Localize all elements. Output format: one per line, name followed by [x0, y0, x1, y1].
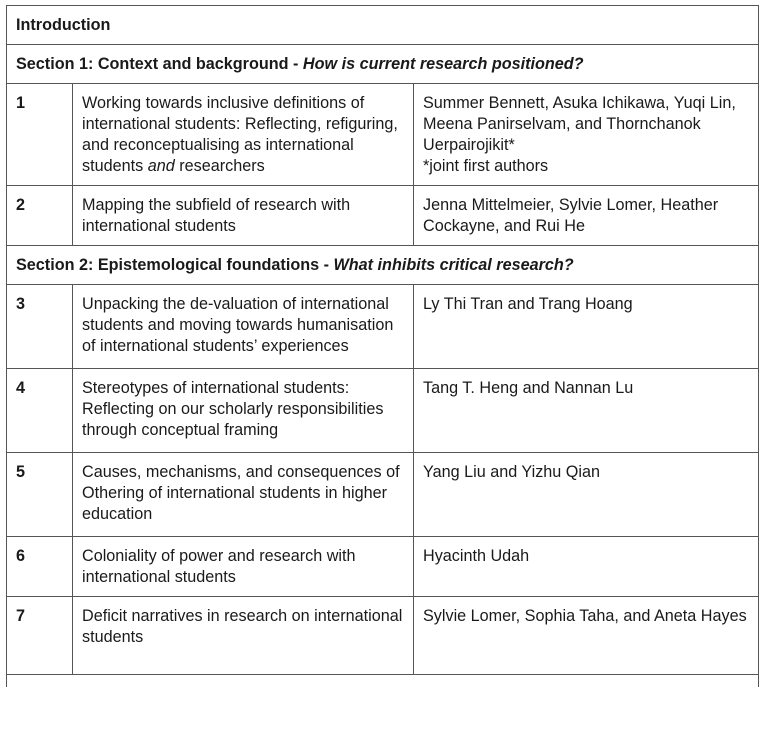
section-question: What inhibits critical research?	[333, 256, 574, 274]
chapter-row	[7, 186, 759, 246]
section-heading	[7, 246, 759, 285]
chapter-authors: Yang Liu and Yizhu Qian	[414, 453, 759, 537]
trailing-cell	[7, 675, 759, 687]
chapter-authors: Sylvie Lomer, Sophia Taha, and Aneta Hayes	[414, 597, 759, 675]
introduction-heading: Introduction	[7, 6, 759, 45]
section-title: Section 2: Epistemological foundations	[16, 256, 320, 274]
chapter-authors: Ly Thi Tran and Trang Hoang	[414, 285, 759, 369]
chapter-number: 5	[7, 453, 73, 537]
chapter-title: Unpacking the de-valuation of international students and moving towards humanisation of international students’ experiences	[73, 285, 414, 369]
chapter-authors: Hyacinth Udah	[414, 537, 759, 597]
trailing-row	[7, 675, 759, 687]
section-heading	[7, 45, 759, 84]
chapter-row	[7, 84, 759, 186]
section-header-row	[7, 45, 759, 84]
section-separator: -	[319, 256, 334, 274]
chapter-title-emphasis: and	[147, 157, 175, 175]
chapter-row	[7, 537, 759, 597]
chapter-title: Working towards inclusive definitions of international students: Reflecting, refiguring, and reconceptualising as international students and researchers	[73, 84, 414, 186]
chapter-number: 6	[7, 537, 73, 597]
chapter-authors: Summer Bennett, Asuka Ichikawa, Yuqi Lin, Meena Panirselvam, and Thornchanok Uerpairojikit* *joint first authors	[414, 84, 759, 186]
chapter-row	[7, 453, 759, 537]
chapter-number: 2	[7, 186, 73, 246]
introduction-row	[7, 6, 759, 45]
chapter-title: Mapping the subfield of research with international students	[73, 186, 414, 246]
chapter-row	[7, 285, 759, 369]
chapter-authors: Tang T. Heng and Nannan Lu	[414, 369, 759, 453]
chapter-title: Stereotypes of international students: Reflecting on our scholarly responsibilities through conceptual framing	[73, 369, 414, 453]
chapter-number: 3	[7, 285, 73, 369]
chapter-authors: Jenna Mittelmeier, Sylvie Lomer, Heather Cockayne, and Rui He	[414, 186, 759, 246]
chapter-row	[7, 597, 759, 675]
section-title: Section 1: Context and background	[16, 55, 289, 73]
authors-note: *joint first authors	[423, 157, 549, 175]
chapter-title: Coloniality of power and research with international students	[73, 537, 414, 597]
section-header-row	[7, 246, 759, 285]
chapter-number: 1	[7, 84, 73, 186]
chapter-number: 7	[7, 597, 73, 675]
contents-table	[6, 5, 759, 687]
chapter-number: 4	[7, 369, 73, 453]
chapter-title: Deficit narratives in research on international students	[73, 597, 414, 675]
section-question: How is current research positioned?	[302, 55, 584, 73]
chapter-row	[7, 369, 759, 453]
chapter-title: Causes, mechanisms, and consequences of Othering of international students in higher education	[73, 453, 414, 537]
section-separator: -	[288, 55, 303, 73]
